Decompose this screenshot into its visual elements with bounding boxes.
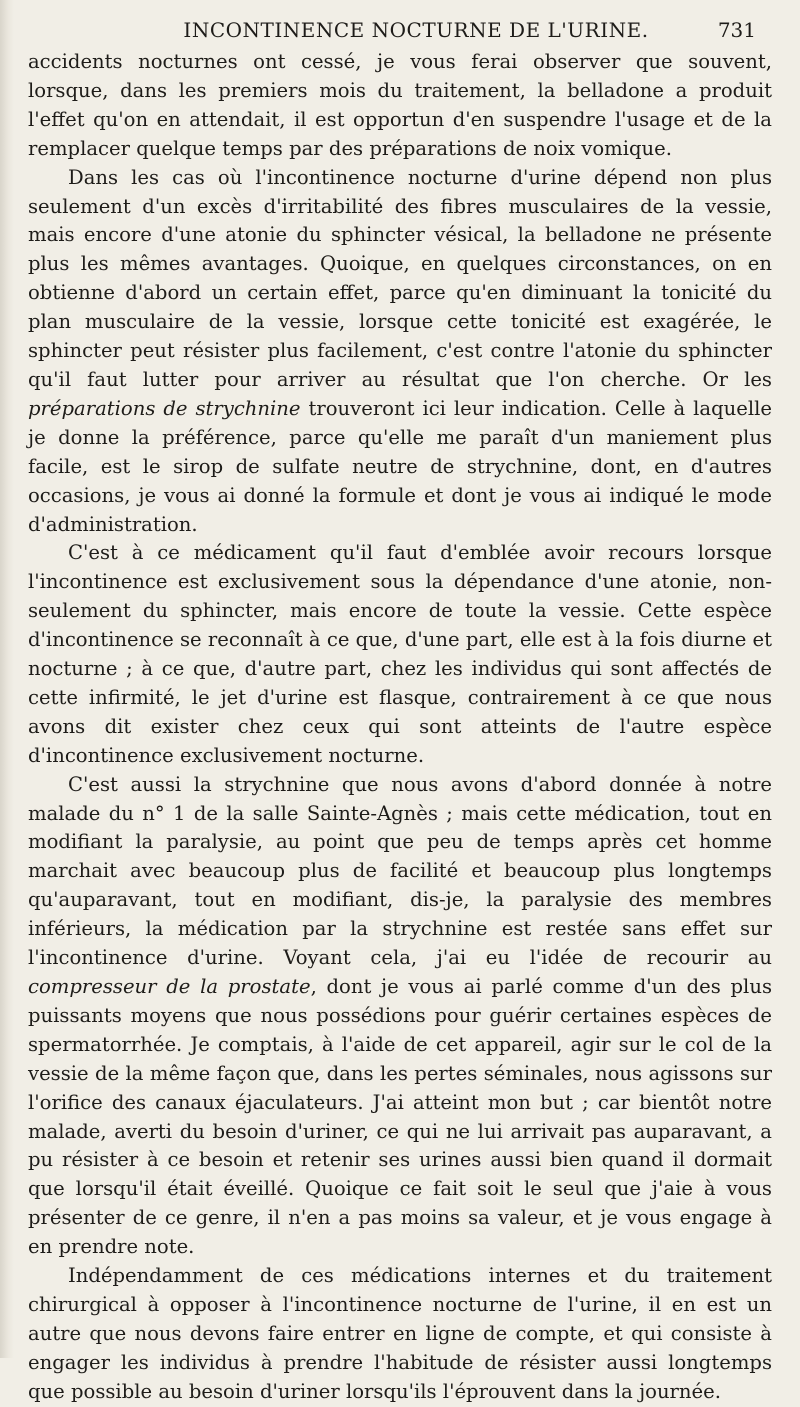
running-title: INCONTINENCE NOCTURNE DE L'URINE. xyxy=(183,18,649,42)
text-segment: , dont je vous ai parlé comme d'un des plus puissants moyens que nous possédions pour guérir certaines espèces de spermatorrhée. Je comptais, à l'aide de cet appareil, agir sur le col de la vessie de la même façon que, dans les pertes séminales, nous agissons sur l'orifice des canaux éjaculateurs. J'ai atteint mon but ; car bientôt notre malade, averti du besoin d'uriner, ce qui ne lui arrivait pas auparavant, a pu résister à ce besoin et retenir ses urines aussi bien quand il dormait que lorsqu'il était éveillé. Quoique ce fait soit le seul que j'aie à vous présenter de ce genre, il n'en a pas moins sa valeur, et je vous engage à en prendre note. xyxy=(28,975,772,1259)
text-segment: C'est à ce médicament qu'il faut d'emblée avoir recours lorsque l'incontinence est exclusivement sous la dépendance d'une atonie, non-seulement du sphincter, mais encore de toute la vessie. Cette espèce d'incontinence se reconnaît à ce que, d'une part, elle est à la fois diurne et nocturne ; à ce que, d'autre part, chez les individus qui sont affectés de cette infirmité, le jet d'urine est flasque, contrairement à ce que nous avons dit exister chez ceux qui sont atteints de l'autre espèce d'incontinence exclusivement nocturne. xyxy=(28,541,772,767)
italic-term: préparations de strychnine xyxy=(28,396,301,420)
text-segment: Indépendamment de ces médications internes et du traitement chirurgical à opposer à l'incontinence nocturne de l'urine, il en est un autre que nous devons faire entrer en ligne de compte, et qui consiste à engager les individus à prendre l'habitude de résister aussi longtemps que possible au besoin d'uriner lorsqu'ils l'éprouvent dans la journée. xyxy=(28,1264,772,1403)
paragraph xyxy=(28,771,772,1262)
text-segment: C'est aussi la strychnine que nous avons d'abord donnée à notre malade du n° 1 de la salle Sainte-Agnès ; mais cette médication, tout en modifiant la paralysie, au point que peu de temps après cet homme marchait avec beaucoup plus de facilité et beaucoup plus longtemps qu'auparavant, tout en modifiant, dis-je, la paralysie des membres inférieurs, la médication par la strychnine est restée sans effet sur l'incontinence d'urine. Voyant cela, j'ai eu l'idée de recourir au xyxy=(28,772,772,970)
paragraph xyxy=(28,539,772,770)
text-segment: Dans les cas où l'incontinence nocturne d'urine dépend non plus seulement d'un excès d'irritabilité des fibres musculaires de la vessie, mais encore d'une atonie du sphincter vésical, la belladone ne présente plus les mêmes avantages. Quoique, en quelques circonstances, on en obtienne d'abord un certain effet, parce qu'en diminuant la tonicité du plan musculaire de la vessie, lorsque cette tonicité est exagérée, le sphincter peut résister plus facilement, c'est contre l'atonie du sphincter qu'il faut lutter pour arriver au résultat que l'on cherche. Or les xyxy=(28,165,772,391)
italic-term: compresseur de la prostate xyxy=(28,975,311,998)
page-number: 731 xyxy=(717,18,756,42)
text-segment: trouveront ici leur indication. Celle à laquelle je donne la préférence, parce qu'elle me paraît d'un maniement plus facile, est le sirop de sulfate neutre de strychnine, dont, en d'autres occasions, je vous ai donné la formule et dont je vous ai indiqué le mode d'administration. xyxy=(28,396,773,536)
paragraph xyxy=(28,1262,772,1407)
running-head xyxy=(56,12,776,48)
page-gutter-shadow xyxy=(0,0,14,1358)
paragraph xyxy=(28,48,772,164)
paragraph xyxy=(28,164,772,540)
body-text xyxy=(28,48,772,1407)
text-segment: accidents nocturnes ont cessé, je vous ferai observer que souvent, lorsque, dans les premiers mois du traitement, la belladone a produit l'effet qu'on en attendait, il est opportun d'en suspendre l'usage et de la remplacer quelque temps par des préparations de noix vomique. xyxy=(28,50,772,160)
